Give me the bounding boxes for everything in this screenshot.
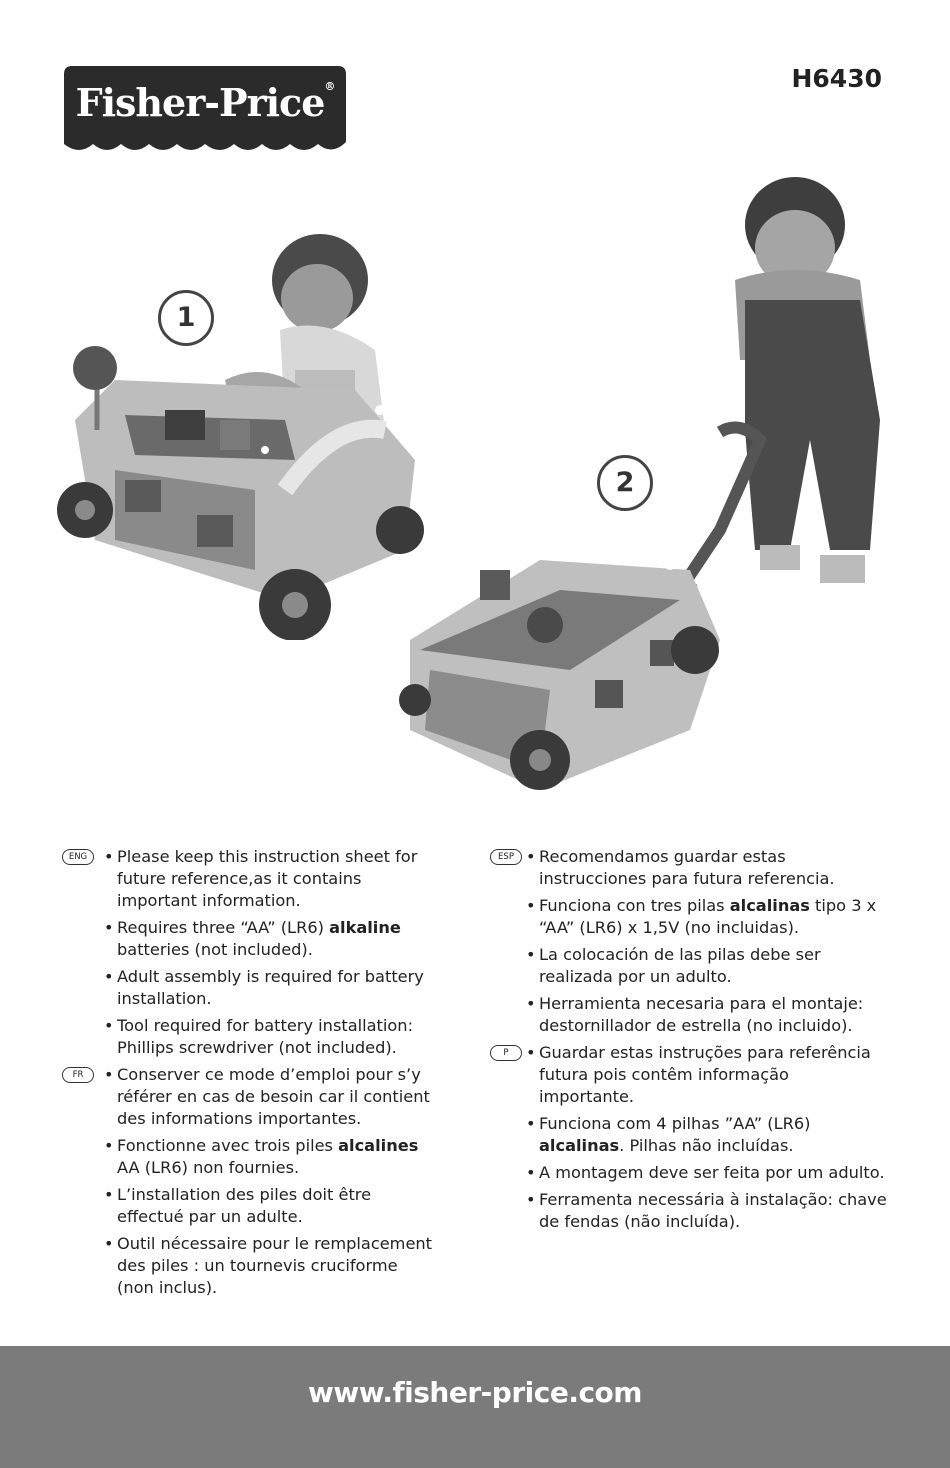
brand-logo	[64, 66, 346, 156]
step-badge-1: 1	[158, 290, 214, 346]
bullet-item: • Guardar estas instruções para referência futura pois contêm informação importante.	[488, 1042, 888, 1108]
brand-name: Fisher-Price®	[75, 80, 335, 125]
language-tag-eng: ENG	[62, 849, 94, 865]
bullet-item: • Conserver ce mode d’emploi pour s’y référer en cas de besoin car il contient des informations importantes.	[62, 1064, 432, 1130]
bullet-item: • La colocación de las pilas debe ser realizada por un adulto.	[488, 944, 888, 988]
language-tag-fr: FR	[62, 1067, 94, 1083]
bullet-item: • Tool required for battery installation: Phillips screwdriver (not included).	[62, 1015, 432, 1059]
language-section-fr	[62, 1064, 432, 1299]
bullet-item: • Herramienta necesaria para el montaje: destornillador de estrella (no incluido).	[488, 993, 888, 1037]
step-badge-2: 2	[597, 455, 653, 511]
bullet-item: • Outil nécessaire pour le remplacement des piles : un tournevis cruciforme (non inclus).	[62, 1233, 432, 1299]
bullet-item: • Please keep this instruction sheet for future reference,as it contains important information.	[62, 846, 432, 912]
language-tag-p: P	[490, 1045, 522, 1061]
language-tag-esp: ESP	[490, 849, 522, 865]
bullet-item: • Recomendamos guardar estas instrucciones para futura referencia.	[488, 846, 888, 890]
bullet-item: • Ferramenta necessária à instalação: chave de fendas (não incluída).	[488, 1189, 888, 1233]
website-link[interactable]: www.fisher-price.com	[308, 1376, 642, 1409]
language-section-eng	[62, 846, 432, 1059]
instructions-right-column	[488, 846, 888, 1238]
footer-bar	[0, 1346, 950, 1468]
bullet-item: • L’installation des piles doit être effectué par un adulte.	[62, 1184, 432, 1228]
model-number: H6430	[791, 64, 882, 93]
language-section-esp	[488, 846, 888, 1037]
instructions-left-column	[62, 846, 432, 1304]
bullet-item: • Fonctionne avec trois piles alcalines AA (LR6) non fournies.	[62, 1135, 432, 1179]
bullet-item: • Adult assembly is required for battery installation.	[62, 966, 432, 1010]
bullet-item: • Funciona con tres pilas alcalinas tipo 3 x “AA” (LR6) x 1,5V (no incluidas).	[488, 895, 888, 939]
bullet-item: • Requires three “AA” (LR6) alkaline batteries (not included).	[62, 917, 432, 961]
language-section-p	[488, 1042, 888, 1233]
bullet-item: • A montagem deve ser feita por um adulto.	[488, 1162, 888, 1184]
bullet-item: • Funciona com 4 pilhas ”AA” (LR6) alcalinas. Pilhas não incluídas.	[488, 1113, 888, 1157]
